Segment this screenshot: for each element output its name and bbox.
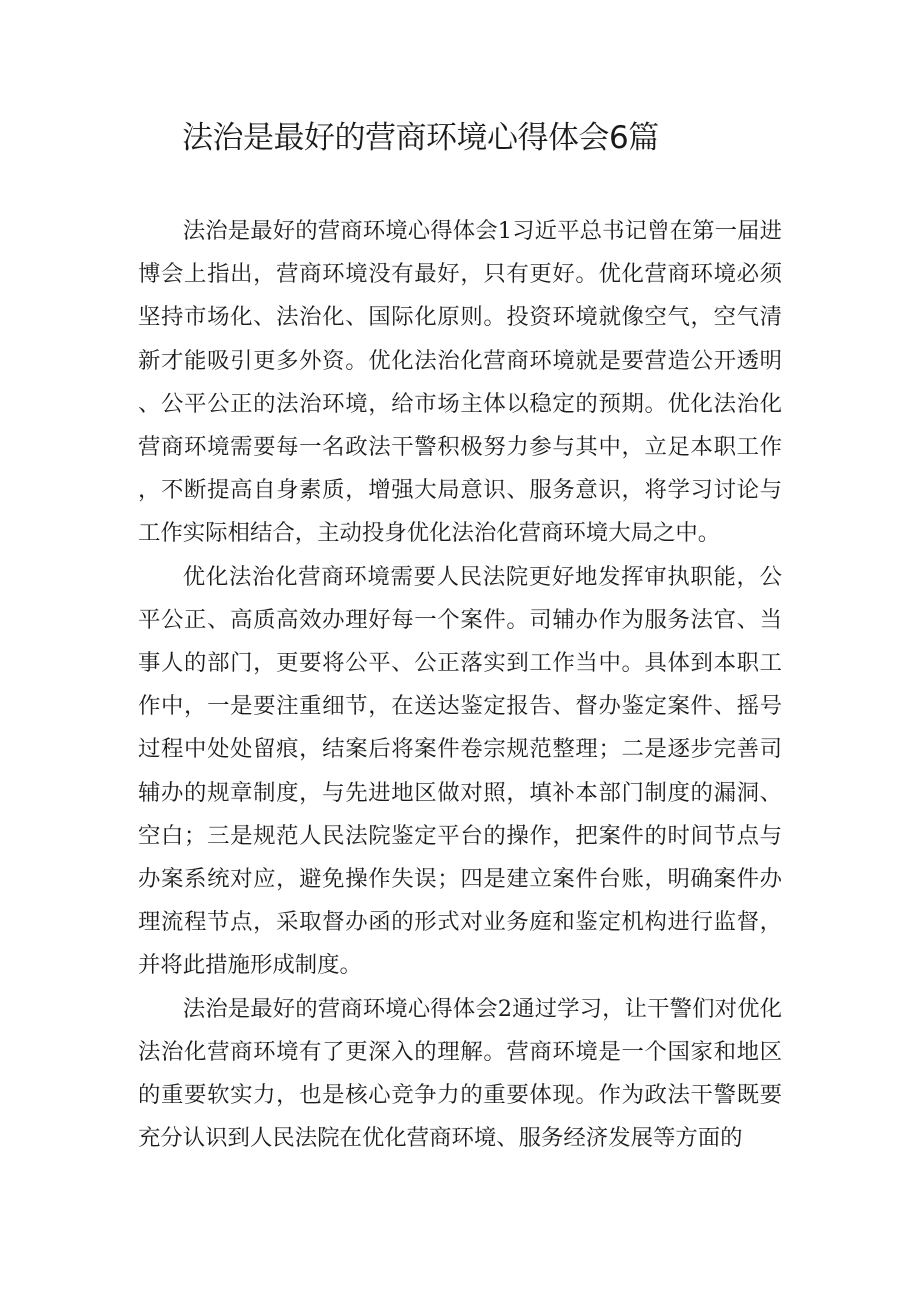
paragraph-3: 法治是最好的营商环境心得体会2通过学习，让干警们对优化法治化营商环境有了更深入的理解。营商环境是一个国家和地区的重要软实力，也是核心竞争力的重要体现。作为政法干警既要充分认识到人民法院在优化营商环境、服务经济发展等方面的 [138,995,782,1152]
document-title: 法治是最好的营商环境心得体会6篇 [182,120,659,156]
paragraph-1: 法治是最好的营商环境心得体会1习近平总书记曾在第一届进博会上指出，营商环境没有最好，只有更好。优化营商环境必须坚持市场化、法治化、国际化原则。投资环境就像空气，空气清新才能吸引更多外资。优化法治化营商环境就是要营造公开透明、公平公正的法治环境，给市场主体以稳定的预期。优化法治化营商环境需要每一名政法干警积极努力参与其中，立足本职工作，不断提高自身素质，增强大局意识、服务意识，将学习讨论与工作实际相结合，主动投身优化法治化营商环境大局之中。 [138,218,782,547]
document-body [138,210,782,1160]
paragraph-2: 优化法治化营商环境需要人民法院更好地发挥审执职能，公平公正、高质高效办理好每一个案件。司辅办作为服务法官、当事人的部门，更要将公平、公正落实到工作当中。具体到本职工作中，一是要注重细节，在送达鉴定报告、督办鉴定案件、摇号过程中处处留痕，结案后将案件卷宗规范整理；二是逐步完善司辅办的规章制度，与先进地区做对照，填补本部门制度的漏洞、空白；三是规范人民法院鉴定平台的操作，把案件的时间节点与办案系统对应，避免操作失误；四是建立案件台账，明确案件办理流程节点，采取督办函的形式对业务庭和鉴定机构进行监督，并将此措施形成制度。 [138,563,782,979]
